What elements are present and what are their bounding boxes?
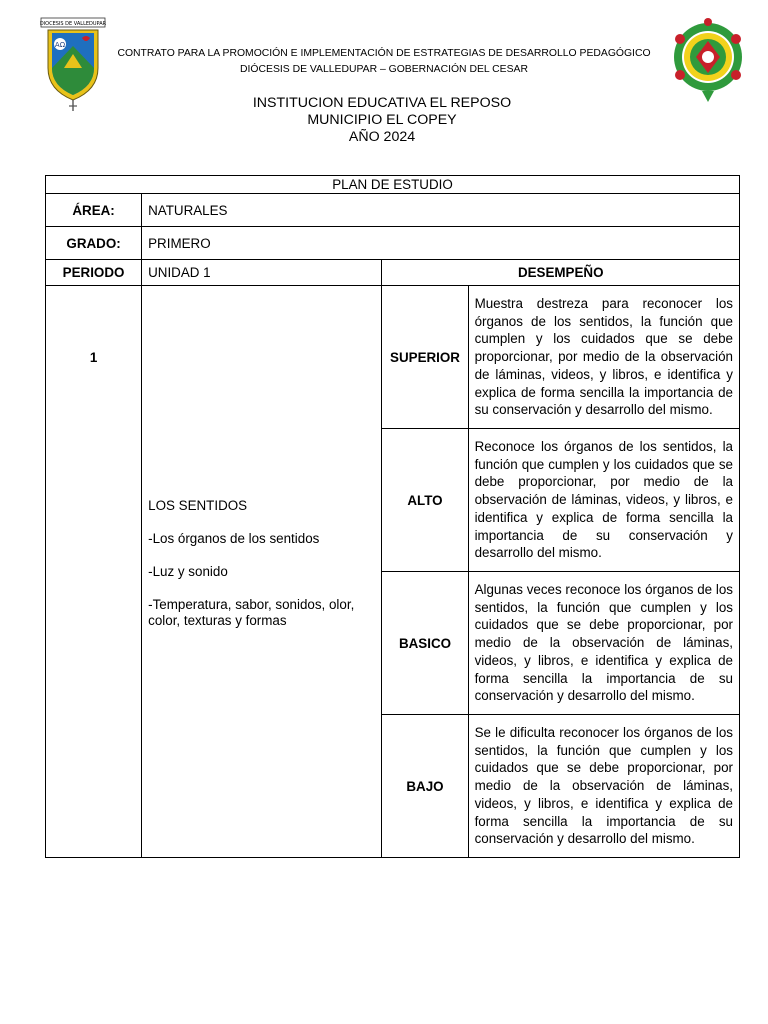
diocese-shield-logo <box>40 16 106 112</box>
area-value: NATURALES <box>142 194 740 227</box>
area-label: ÁREA: <box>46 194 142 227</box>
level-name: SUPERIOR <box>382 286 468 429</box>
contract-heading <box>110 46 658 78</box>
level-description-text: Muestra destreza para reconocer los órganos de los sentidos, la función que cumplen y los cuidados que se debe proporcionar, por medio de la observación de láminas, videos, y libros, e identifica y explica de forma sencilla la importancia de su conservación y desarrollo del mismo. <box>474 295 733 418</box>
period-header: PERIODO <box>46 260 142 286</box>
period-value: 1 <box>46 286 142 858</box>
topic-item: -Temperatura, sabor, sonidos, olor, color, texturas y formas <box>148 596 355 628</box>
alpha-omega-text: AΩ <box>54 41 66 49</box>
level-description-text: Reconoce los órganos de los sentidos, la función que cumplen y los cuidados que se debe proporcionar, por medio de la observación de láminas, videos, y libros, e identifica y explica de forma sencilla la importancia de su conservación y desarrollo del mismo. <box>474 438 733 561</box>
topic-title: LOS SENTIDOS <box>148 497 248 513</box>
topic-item: -Los órganos de los sentidos <box>148 530 320 546</box>
level-description-text: Se le dificulta reconocer los órganos de los sentidos, la función que cumplen y los cuidados que se debe proporcionar, por medio de la observación de láminas, videos, y libros, e identifica y explica de forma sencilla la importancia de su conservación y desarrollo del mismo. <box>474 724 733 847</box>
level-description <box>468 429 739 572</box>
school-name: INSTITUCION EDUCATIVA EL REPOSO <box>252 95 512 111</box>
school-year: AÑO 2024 <box>348 129 416 145</box>
column-header-row <box>46 260 740 286</box>
performance-header: DESEMPEÑO <box>382 260 740 286</box>
grade-row <box>46 227 740 260</box>
shield-banner-text: DIOCESIS DE VALLEDUPAR <box>40 21 106 27</box>
level-name: BASICO <box>382 572 468 715</box>
area-row <box>46 194 740 227</box>
municipality: MUNICIPIO EL COPEY <box>307 112 457 128</box>
level-name: ALTO <box>382 429 468 572</box>
study-plan-table <box>45 175 740 858</box>
unit-header: UNIDAD 1 <box>142 260 382 286</box>
grade-value: PRIMERO <box>142 227 740 260</box>
grade-label: GRADO: <box>46 227 142 260</box>
unit-topics <box>142 286 382 858</box>
topic-item: -Luz y sonido <box>148 563 228 579</box>
contract-line-2: DIÓCESIS DE VALLEDUPAR – GOBERNACIÓN DEL CESAR <box>240 64 528 75</box>
plan-title: PLAN DE ESTUDIO <box>46 176 740 194</box>
level-description-text: Algunas veces reconoce los órganos de los sentidos, la función que cumplen y los cuidados que se debe proporcionar, por medio de la observación de láminas, videos, y libros, e identifica y explica de forma sencilla la importancia de su conservación y desarrollo del mismo. <box>474 581 733 704</box>
level-description <box>468 286 739 429</box>
level-description <box>468 715 739 858</box>
contract-line-1: CONTRATO PARA LA PROMOCIÓN E IMPLEMENTACIÓN DE ESTRATEGIAS DE DESARROLLO PEDAGÓGICO <box>117 48 651 59</box>
level-description <box>468 572 739 715</box>
table-title-row <box>46 176 740 194</box>
school-heading <box>180 95 584 146</box>
level-row-superior <box>46 286 740 429</box>
cesar-seal-logo <box>670 17 746 103</box>
level-name: BAJO <box>382 715 468 858</box>
